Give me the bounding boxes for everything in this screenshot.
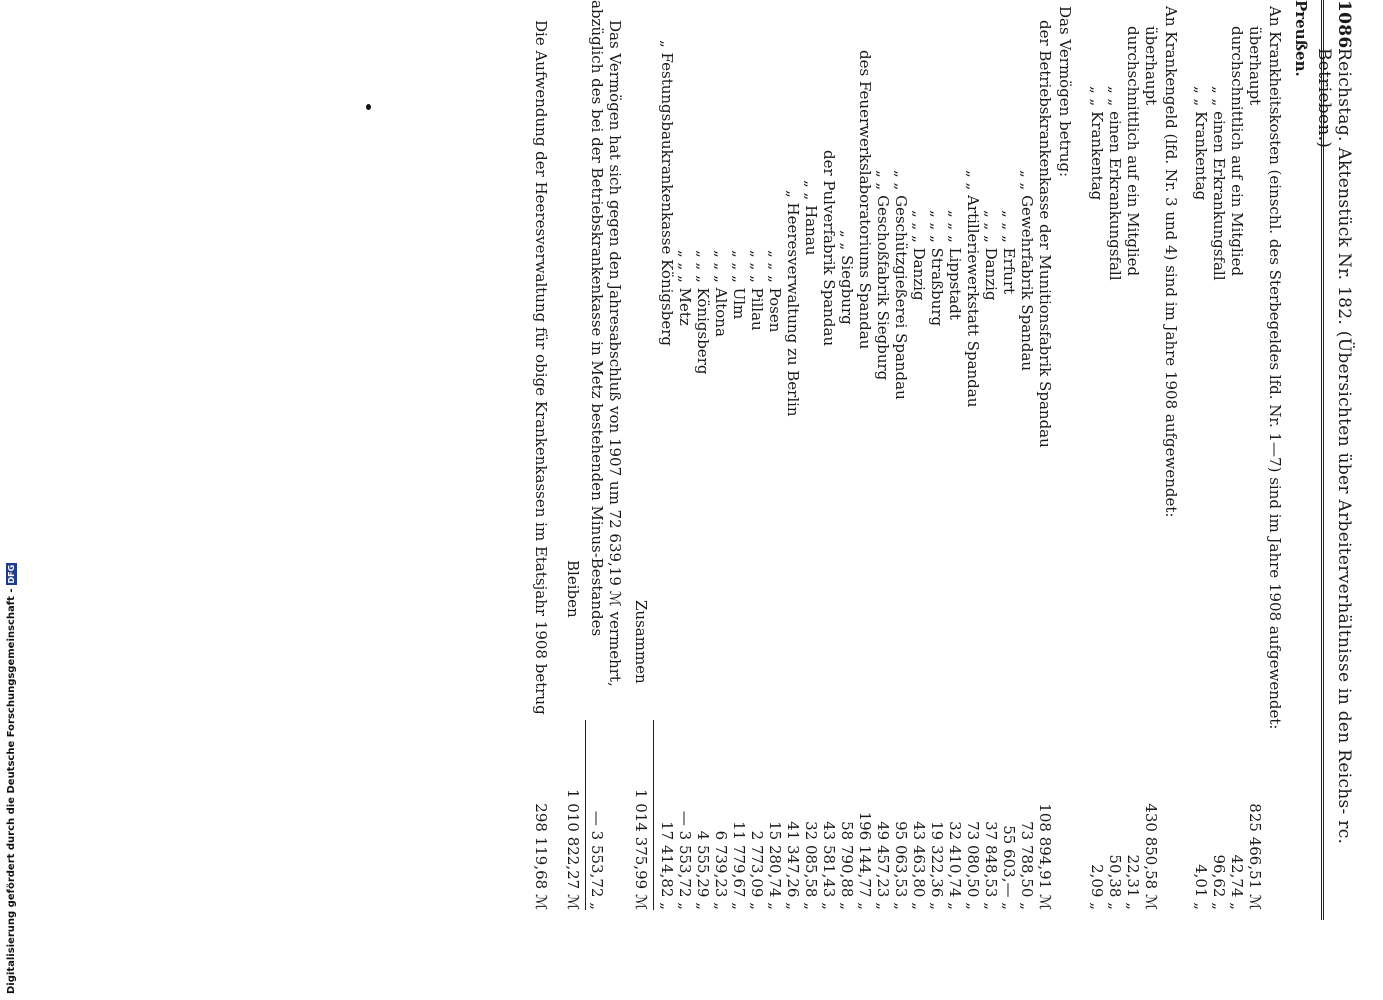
vermoegen-row-amount: 43 581,43 „ [820,821,838,910]
vermoegen-row-amount: 73 788,50 „ [1018,821,1036,910]
kg-row-amount: 50,38 „ [1106,854,1124,910]
vermoegen-row-amount: 37 848,53 „ [982,821,1000,910]
change-line-1: Das Vermögen hat sich gegen den Jahresabschluß von 1907 um 72 639,19 ℳ vermehrt, [606,20,624,687]
vermoegen-row-label: „ „ Hanau [802,180,820,256]
kk-row-label: „ „ einen Erkrankungsfall [1210,86,1228,281]
dfg-logo: DFG [7,564,16,584]
vermoegen-row-label: „ „ „ Metz [676,250,694,326]
footer-line: Die Aufwendung der Heeresverwaltung für obige Krankenkassen im Etatsjahr 1908 betrug [532,20,550,715]
vermoegen-row-amount: 6 739,23 „ [712,830,730,910]
vermoegen-row-amount: 41 347,26 „ [784,821,802,910]
total-label: Zusammen [632,600,650,684]
kk-row-label: durchschnittlich auf ein Mitglied [1228,26,1246,277]
vermoegen-row-amount: 58 790,88 „ [838,821,856,910]
vermoegen-row-label: „ „ Geschoßfabrik Siegburg [874,170,892,381]
krankengeld-intro: An Krankengeld (lfd. Nr. 3 und 4) sind im Jahre 1908 aufgewendet: [1162,6,1180,518]
vermoegen-row-amount: 43 463,80 „ [910,821,928,910]
digitization-note-text: Digitalisierung gefördert durch die Deutsche Forschungsgemeinschaft - [6,588,17,994]
vermoegen-row-label: „ „ „ Posen [766,250,784,333]
vermoegen-row-amount: 11 779,67 „ [730,821,748,910]
vermoegen-row-label: der Betriebskrankenkasse der Munitionsfabrik Spandau [1036,20,1054,448]
remain-label: Bleiben [564,560,582,618]
sum-rule [585,720,586,910]
vermoegen-row-amount: 2 773,09 „ [748,830,766,910]
krankheitskosten-intro: An Krankheitskosten (einschl. des Sterbegeldes lfd. Nr. 1—7) sind im Jahre 1908 aufgewendet: [1266,6,1284,730]
kk-row-label: überhaupt [1246,26,1264,106]
kg-row-amount: 430 850,58 ℳ [1142,803,1160,910]
vermoegen-row-label: „ Festungsbaukrankenkasse Königsberg [658,40,676,346]
vermoegen-row-label: „ „ „ Danzig [910,210,928,301]
change-line-2: abzüglich des bei der Betriebskrankenkasse in Metz bestehenden Minus-Bestandes [588,0,606,637]
vermoegen-row-amount: 4 555,29 „ [694,830,712,910]
vermoegen-row-amount: 196 144,77 „ [856,811,874,910]
kg-row-label: durchschnittlich auf ein Mitglied [1124,26,1142,277]
vermoegen-row-label: „ „ „ Erfurt [1000,210,1018,295]
kg-row-label: „ „ Krankentag [1088,86,1106,201]
vermoegen-row-label: „ „ „ Pillau [748,250,766,331]
kg-row-amount: 22,31 „ [1124,854,1142,910]
vermoegen-row-amount: 32 410,74 „ [946,821,964,910]
vermoegen-row-amount: 49 457,23 „ [874,821,892,910]
vermoegen-row-label: der Pulverfabrik Spandau [820,150,838,347]
footer-amount: 298 119,68 ℳ [532,803,550,910]
vermoegen-row-label: „ „ „ Königsberg [694,250,712,375]
vermoegen-row-amount: 73 080,50 „ [964,821,982,910]
page-header [1314,0,1360,920]
vermoegen-row-amount: 55 603,— „ [1000,825,1018,910]
vermoegen-row-label: „ „ Siegburg [838,230,856,325]
kk-row-amount: 4,01 „ [1192,864,1210,910]
vermoegen-row-amount: 15 280,74 „ [766,821,784,910]
vermoegen-row-label: „ „ „ Danzig [982,210,1000,301]
vermoegen-row-amount: 32 085,58 „ [802,821,820,910]
sum-rule [653,720,654,910]
vermoegen-row-label: „ „ Artilleriewerkstatt Spandau [964,170,982,408]
vermoegen-row-amount: 108 894,91 ℳ [1036,803,1054,910]
vermoegen-row-label: „ „ „ Altona [712,250,730,337]
vermoegen-row-label: „ „ „ Straßburg [928,210,946,327]
vermoegen-row-amount: 95 063,53 „ [892,821,910,910]
vermoegen-row-label: des Feuerwerkslaboratoriums Spandau [856,50,874,350]
kk-row-label: „ „ Krankentag [1192,86,1210,201]
change-line-2-amount: — 3 553,72 „ [588,810,606,910]
kg-row-label: überhaupt [1142,26,1160,106]
kg-row-amount: 2,09 „ [1088,864,1106,910]
vermoegen-intro: Das Vermögen betrug: [1056,6,1074,178]
vermoegen-row-amount: 17 414,82 „ [658,821,676,910]
vermoegen-row-amount: — 3 553,72 „ [676,810,694,910]
vermoegen-row-label: „ „ Geschützgießerei Spandau [892,170,910,400]
section-title: Preußen. [1292,0,1310,77]
page-number: 1086 [1334,0,1354,49]
digitization-note [6,563,17,994]
kg-row-label: „ „ einen Erkrankungsfall [1106,86,1124,281]
vermoegen-row-label: „ Heeresverwaltung zu Berlin [784,190,802,417]
kk-row-amount: 96,62 „ [1210,854,1228,910]
kk-row-amount: 42,74 „ [1228,854,1246,910]
vermoegen-row-label: „ „ „ Ulm [730,250,748,320]
vermoegen-row-label: „ „ Gewehrfabrik Spandau [1018,170,1036,372]
kk-row-amount: 825 466,51 ℳ [1246,803,1264,910]
total-amount: 1 014 375,99 ℳ [632,788,650,910]
document-page [20,0,1360,940]
remain-amount: 1 010 822,27 ℳ [564,788,582,910]
vermoegen-row-label: „ „ „ Lippstadt [946,210,964,320]
page-title: Reichstag. Aktenstück Nr. 182. (Übersichten über Arbeiterverhältnisse in den Reichs- rc. Betrieben.) [1314,48,1354,845]
vermoegen-row-amount: 19 322,36 „ [928,821,946,910]
